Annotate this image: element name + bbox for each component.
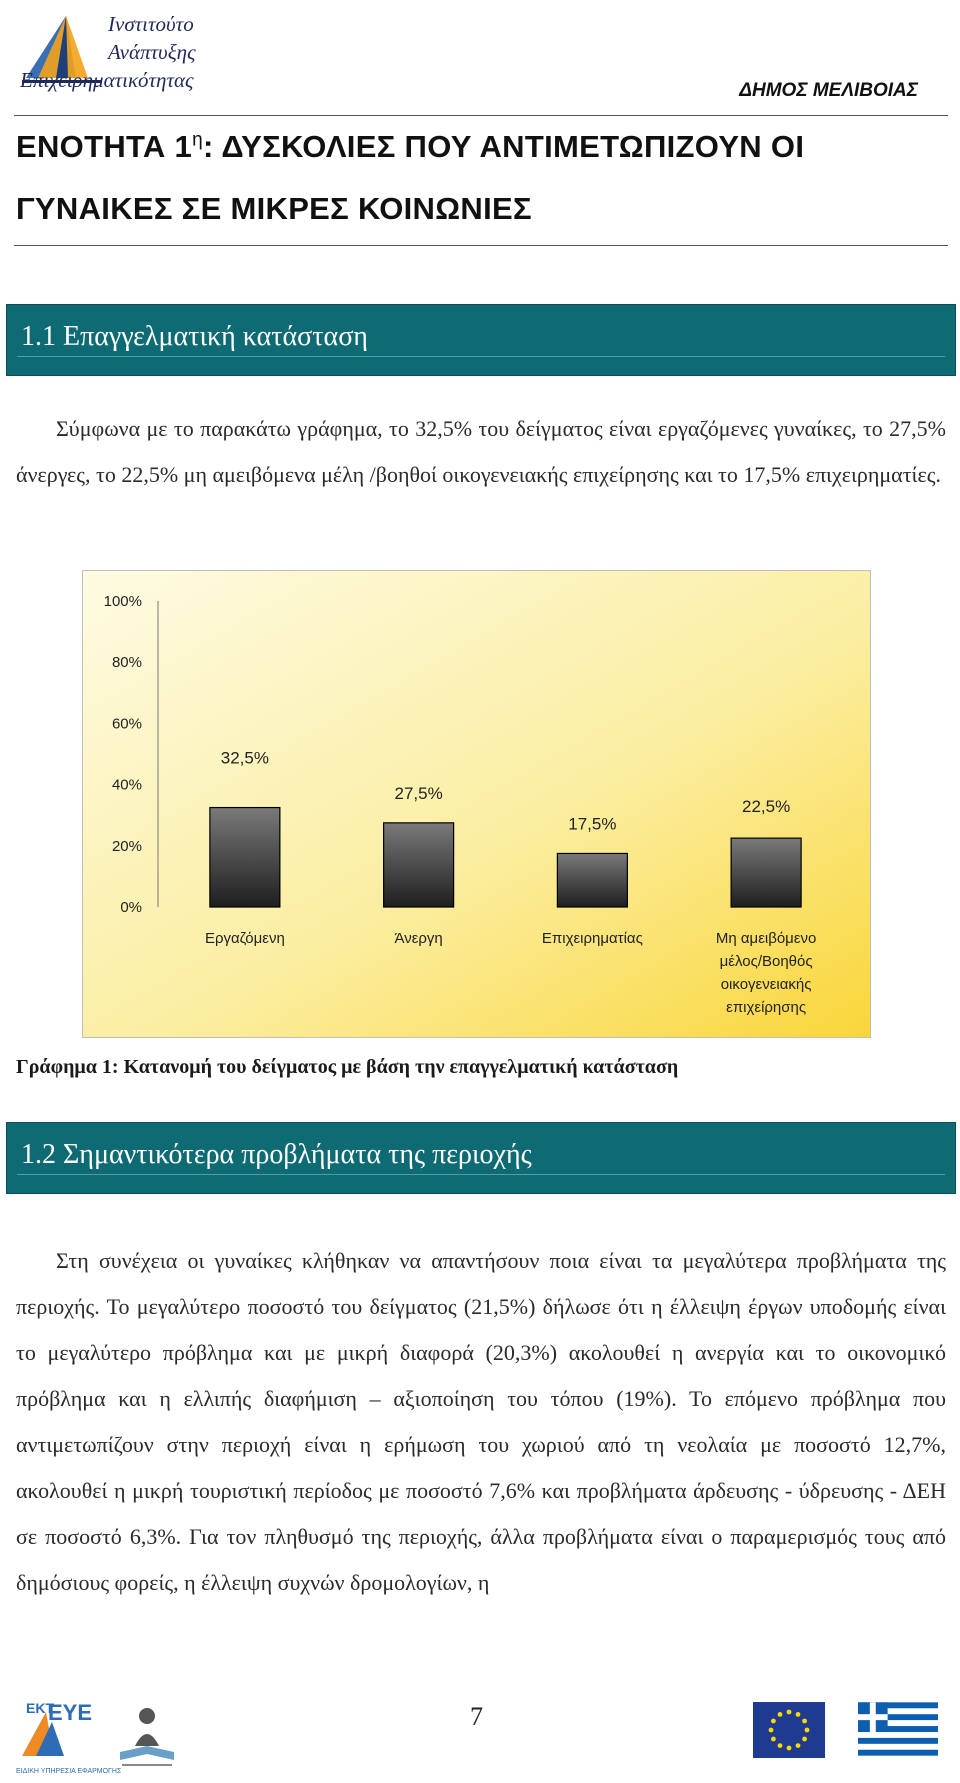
section-heading-2	[6, 1122, 956, 1194]
bar	[384, 823, 454, 907]
section-heading-1	[6, 304, 956, 376]
program-emblem-icon	[112, 1700, 182, 1776]
section-underline-1	[17, 356, 945, 357]
logo-line-3: Επιχειρηματικότητας	[20, 68, 194, 92]
logo-line-1: Ινστιτούτο	[108, 12, 194, 36]
section-2-paragraph: Στη συνέχεια οι γυναίκες κλήθηκαν να απαντήσουν ποια είναι τα μεγαλύτερα προβλήματα της περιοχής. Το μεγαλύτερο ποσοστό του δείγματος (21,5%) δήλωσε ότι η έλλειψη έργων υποδομής είναι το μεγαλύτερο πρόβλημα και με μικρή διαφορά (20,3%) ακολουθεί η ανεργία και το οικονομικό πρόβλημα και η ελλιπής διαφήμιση – αξιοποίηση του τόπου (19%). Το επόμενο πρόβλημα που αντιμετωπίζουν στην περιοχή είναι η ερήμωση του χωριού από τη νεολαία με ποσοστό 12,7%, ακολουθεί η μικρή τουριστική περίοδος με ποσοστό 7,6% και προβλήματα άρδευσης - ύδρευσης - ΔΕΗ σε ποσοστό 6,3%. Για τον πληθυσμό της περιοχής, άλλα προβλήματα είναι ο παραμερισμός τους από δημόσιους φορείς, η έλλειψη συχνών δρομολογίων, η	[16, 1248, 946, 1595]
unit-title-line-1: ΕΝΟΤΗΤΑ $1^\eta$: ΔΥΣΚΟΛΙΕΣ ΠΟΥ ΑΝΤΙΜΕΤΩΠΙΖΟΥΝ ΟΙ	[16, 129, 805, 164]
unit-title-line-2: ΓΥΝΑΙΚΕΣ ΣΕ ΜΙΚΡΕΣ ΚΟΙΝΩΝΙΕΣ	[16, 191, 532, 226]
unit-title	[16, 116, 946, 240]
x-category-label: Εργαζόμενη	[204, 930, 285, 947]
eu-flag	[753, 1702, 825, 1763]
bar	[210, 808, 280, 907]
x-category-label: Επιχειρηματίας	[541, 930, 643, 947]
page-number: 7	[470, 1702, 483, 1731]
y-tick-label: 0%	[120, 899, 142, 916]
eu-flag-icon	[753, 1702, 825, 1758]
y-tick-label: 20%	[111, 837, 142, 855]
section-title-1: 1.1 Επαγγελματική κατάσταση	[21, 321, 368, 352]
y-tick-label: 100%	[103, 593, 142, 610]
institute-logo-text	[20, 10, 196, 94]
data-label: 32,5%	[220, 748, 269, 768]
data-label: 27,5%	[394, 783, 443, 803]
data-label: 17,5%	[568, 814, 617, 834]
logo-line-2: Ανάπτυξης	[108, 40, 196, 64]
bar	[731, 838, 801, 907]
occupational-status-chart	[82, 570, 871, 1038]
y-tick-label: 80%	[111, 654, 142, 672]
x-category-label: Άνεργη	[394, 930, 443, 947]
ekt-label: ΕΚΤ	[26, 1700, 54, 1716]
eye-subtitle: ΕΙΔΙΚΗ ΥΠΗΡΕΣΙΑ ΕΦΑΡΜΟΓΗΣ	[16, 1768, 122, 1775]
x-category-label: Μη αμειβόμενο	[715, 930, 817, 947]
section-title-2: 1.2 Σημαντικότερα προβλήματα της περιοχής	[21, 1139, 532, 1170]
x-category-label: οικογενειακής	[720, 976, 812, 993]
municipality-name: ΔΗΜΟΣ ΜΕΛΙΒΟΙΑΣ	[739, 80, 918, 101]
chart-caption: Γράφημα 1: Κατανομή του δείγματος με βάση την επαγγελματική κατάσταση	[16, 1056, 679, 1078]
bar-chart-svg	[83, 571, 872, 1039]
bar	[557, 853, 627, 907]
greek-flag-icon	[858, 1702, 938, 1756]
greek-flag	[858, 1702, 938, 1761]
title-rule	[14, 245, 948, 246]
y-tick-label: 40%	[111, 776, 142, 794]
x-category-label: μέλος/Βοηθός	[719, 953, 813, 970]
x-category-label: επιχείρησης	[726, 999, 807, 1016]
section-1-paragraph: Σύμφωνα με το παρακάτω γράφημα, το 32,5% του δείγματος είναι εργαζόμενες γυναίκες, το 27,5% άνεργες, το 22,5% μη αμειβόμενα μέλη /βοηθοί οικογενειακής επιχείρησης και το 17,5% επιχειρηματίες.	[16, 416, 946, 487]
section-underline-2	[17, 1174, 945, 1175]
program-emblem	[112, 1700, 182, 1781]
y-tick-label: 60%	[111, 715, 142, 733]
data-label: 22,5%	[742, 797, 791, 817]
eye-label: ΕΥΕ	[48, 1700, 93, 1725]
